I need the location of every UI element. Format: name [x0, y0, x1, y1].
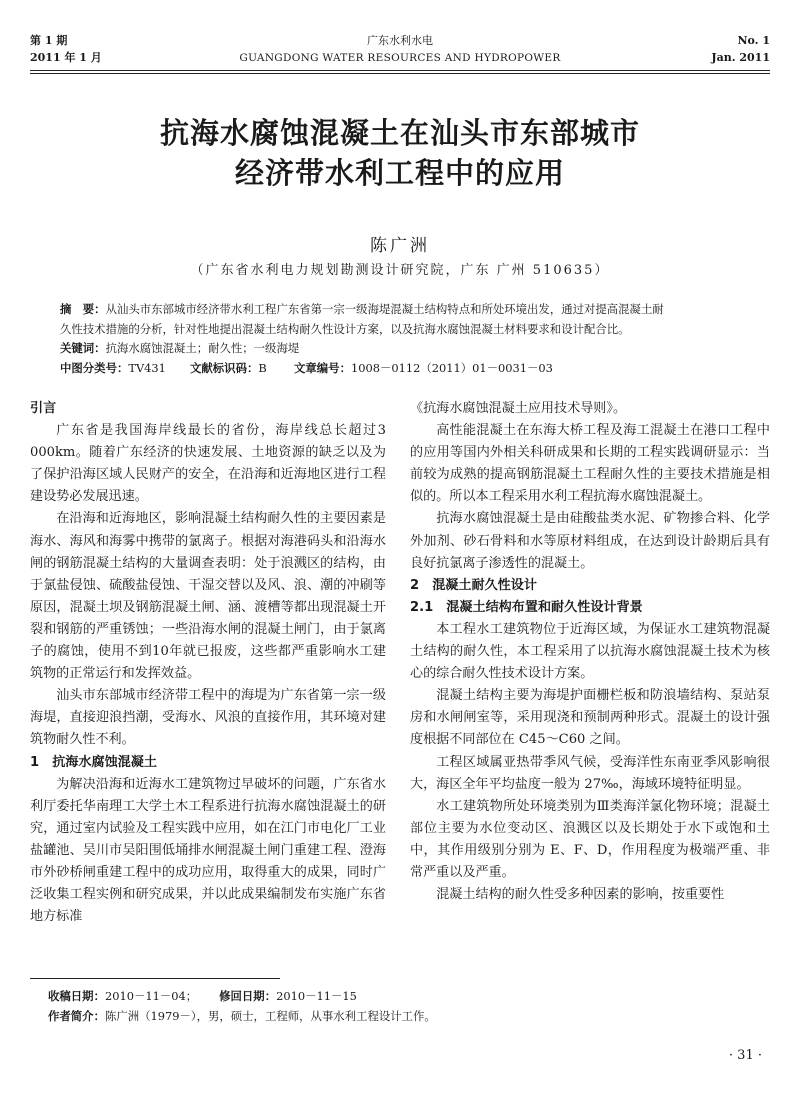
- paragraph: 混凝土结构主要为海堤护面栅栏板和防浪墙结构、泵站泵房和水闸闸室等，采用现浇和预制两种形式。混凝土的设计强度根据不同部位在 C45～C60 之间。: [410, 688, 770, 748]
- abstract-line1: 从汕头市东部城市经济带水利工程广东省第一宗一级海堤混凝土结构特点和所处环境出发，通过对提高混凝土耐: [105, 302, 664, 316]
- doc-code-value: B: [258, 361, 267, 375]
- paragraph: 工程区域属亚热带季风气候，受海洋性东南亚季风影响很大，海区全年平均盐度一般为 27‰，海域环境特征明显。: [410, 754, 770, 792]
- clc-label: 中图分类号：: [60, 361, 129, 375]
- received-date: 2010－11－04；: [104, 989, 198, 1003]
- author-name: 陈广洲: [370, 236, 430, 256]
- doc-code-label: 文献标识码：: [190, 361, 259, 375]
- page-number: · 31 ·: [728, 1048, 762, 1063]
- clc-value: TV431: [128, 361, 166, 375]
- header-rule-thin: [30, 73, 770, 74]
- footnote-dates: [48, 986, 357, 1006]
- subsection-heading-2-1: 2.1 混凝土结构布置和耐久性设计背景: [410, 599, 643, 615]
- keywords: [60, 338, 740, 358]
- classification-row: [60, 358, 740, 378]
- header-date: 2011 年 1 月: [30, 51, 102, 64]
- section-heading-intro: 引言: [30, 401, 57, 416]
- article-number-label: 文章编号：: [294, 361, 351, 375]
- revised-label: 修回日期：: [219, 989, 277, 1003]
- abstract: [60, 299, 740, 339]
- author-affiliation: （广东省水利电力规划勘测设计研究院，广东 广州 510635）: [190, 263, 610, 278]
- article-title-line2: 经济带水利工程中的应用: [234, 156, 565, 190]
- paragraph: 本工程水工建筑物位于近海区域，为保证水工建筑物混凝土结构的耐久性，本工程采用了以抗海水腐蚀混凝土技术为核心的综合耐久性技术设计方案。: [410, 621, 770, 682]
- footnote-rule: [30, 978, 280, 979]
- paragraph: 抗海水腐蚀混凝土是由硅酸盐类水泥、矿物掺合料、化学外加剂、砂石骨料和水等原材料组成，在达到设计龄期后具有良好抗氯离子渗透性的混凝土。: [410, 511, 770, 571]
- revised-date: 2010－11－15: [276, 989, 357, 1003]
- header-journal-cn: 广东水利水电: [367, 34, 433, 47]
- header-issue: 第 1 期: [30, 34, 68, 47]
- body-right-column: [410, 398, 770, 906]
- abstract-label: 摘 要：: [60, 302, 106, 316]
- paragraph: 高性能混凝土在东海大桥工程及海工混凝土在港口工程中的应用等国内外相关科研成果和长期的工程实践调研显示：当前较为成熟的提高钢筋混凝土工程耐久性的主要技术措施是相似的。所以本工程采用水利工程抗海水腐蚀混凝土。: [410, 423, 770, 505]
- paragraph: 混凝土结构的耐久性受多种因素的影响，按重要性: [436, 887, 725, 903]
- keywords-label: 关键词：: [60, 341, 106, 355]
- paragraph: 为解决沿海和近海水工建筑物过早破坏的问题，广东省水利厅委托华南理工大学土木工程系进行抗海水腐蚀混凝土的研究，通过室内试验及工程实践中应用，如在江门市电化厂工业盐罐池、吴川市吴阳围低埇排水闸混凝土闸门重建工程、澄海市外砂桥闸重建工程中的成功应用，取得重大的成果，同时广泛收集工程实例和研究成果，并以此成果编制发布实施广东省地方标准: [30, 776, 386, 925]
- article-number-value: 1008－0112（2011）01－0031－03: [350, 361, 553, 375]
- paragraph: 汕头市东部城市经济带工程中的海堤为广东省第一宗一级海堤，直接迎浪挡潮，受海水、风浪的直接作用，其环境对建筑物耐久性不利。: [30, 688, 386, 748]
- footnote-author-bio: [48, 1006, 436, 1026]
- header-rule: [30, 70, 770, 71]
- header-issue-en: No. 1: [737, 34, 770, 47]
- bio-label: 作者简介：: [48, 1009, 105, 1023]
- body-left-column: [30, 398, 386, 928]
- section-heading-1: 1 抗海水腐蚀混凝土: [30, 754, 157, 770]
- section-heading-2: 2 混凝土耐久性设计: [410, 577, 537, 593]
- article-title-line1: 抗海水腐蚀混凝土在汕头市东部城市: [159, 116, 640, 150]
- header-date-en: Jan. 2011: [711, 51, 770, 64]
- keywords-text: 抗海水腐蚀混凝土；耐久性；一级海堤: [105, 341, 300, 355]
- paragraph: 《抗海水腐蚀混凝土应用技术导则》。: [410, 401, 627, 416]
- paragraph: 广东省是我国海岸线最长的省份，海岸线总长超过3 000km。随着广东经济的快速发展、土地资源的缺乏以及为了保护沿海区域人民财产的安全，在沿海和近海地区进行工程建设势必发展迅速。: [30, 423, 386, 505]
- abstract-line2: 久性技术措施的分析，针对性地提出混凝土结构耐久性设计方案，以及抗海水腐蚀混凝土材料要求和设计配合比。: [60, 322, 630, 336]
- paragraph: 水工建筑物所处环境类别为Ⅲ类海洋氯化物环境；混凝土部位主要为水位变动区、浪溅区以及长期处于水下或饱和土中，其作用级别分别为 E、F、D，作用程度为极端严重、非常严重以及严重。: [410, 798, 770, 880]
- bio-text: 陈广洲（1979－），男，硕士，工程师，从事水利工程设计工作。: [104, 1009, 436, 1023]
- paragraph: 在沿海和近海地区，影响混凝土结构耐久性的主要因素是海水、海风和海雾中携带的氯离子。根据对海港码头和沿海水闸的钢筋混凝土结构的大量调查表明：处于浪溅区的结构，由于氯盐侵蚀、硫酸盐侵蚀、干湿交替以及风、浪、潮的冲刷等原因，混凝土坝及钢筋混凝土闸、涵、渡槽等都出现混凝土开裂和钢筋的严重锈蚀；一些沿海水闸的混凝土闸门，由于氯离子的腐蚀，使用不到10年就已报废，这些都严重影响水工建筑物的正常运行和发挥效益。: [30, 511, 386, 682]
- header-journal-en: GUANGDONG WATER RESOURCES AND HYDROPOWER: [239, 52, 561, 64]
- received-label: 收稿日期：: [48, 989, 105, 1003]
